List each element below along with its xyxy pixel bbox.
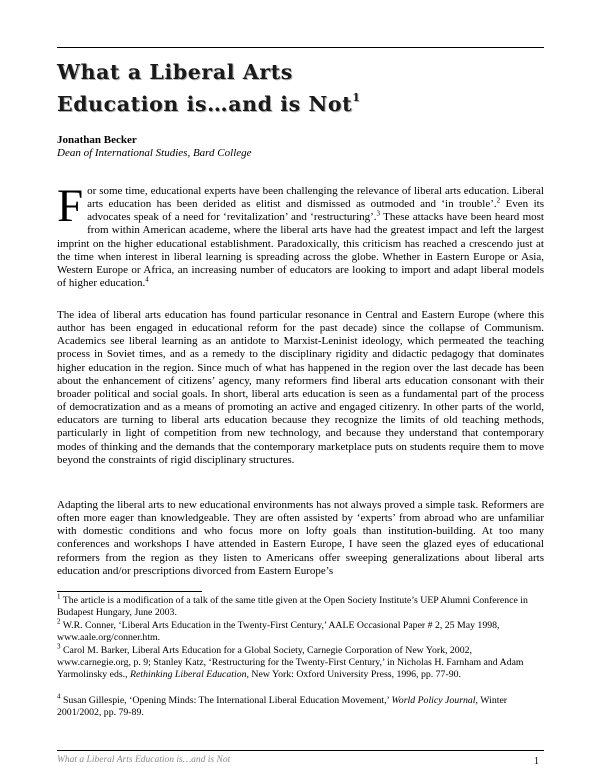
footnote-ref-2[interactable]: 2 bbox=[496, 196, 501, 205]
paragraph-1-text-c: These attacks have been heard most from within American academe, where the liberal arts have had the greatest impact and left the largest imprint on the higher educational establishment. Paradoxically, this criticism has reached a crescendo just at the time when interest in liberal learning is spreading across the globe. Whether in Eastern Europe or Asia, Western Europe or Africa, an increasing number of educators are looking to import and adapt liberal models of higher education. bbox=[57, 211, 544, 290]
footnote-1-text: The article is a modification of a talk of the same title given at the Open Society Institute’s UEP Alumni Conference in Budapest Hungary, June 2003. bbox=[57, 595, 528, 619]
footnote-4 bbox=[57, 692, 544, 719]
article-title bbox=[57, 58, 544, 118]
author-name: Jonathan Becker bbox=[57, 134, 137, 146]
footnote-4-journal-title: World Policy Journal, bbox=[391, 695, 478, 706]
footnote-1-number: 1 bbox=[57, 592, 61, 601]
paragraph-2: The idea of liberal arts education has found particular resonance in Central and Eastern Europe (where this author has been engaged in educational reform for the past decade) since the collapse of Communism. Academics see liberal learning as an antidote to Marxist-Leninist ideology, which permeated the teaching process in Soviet times, and as a remedy to the disciplinary rigidity and didactic pedagogy that dominates higher education in the region. Since much of what has happened in the region over the last decade has been about the enhancement of citizens’ agency, many reformers find liberal arts education consonant with their broader political and social goals. In short, liberal arts education is seen as a fundamental part of the process of democratization and as a means of promoting an active and engaged citizenry. In other parts of the world, educators are turning to liberal arts education because they recognize the limits of old teaching methods, particularly in light of competition from new technology, and because they understand that contemporary modes of thinking and the demands that the contemporary marketplace puts on students require them to move beyond the constraints of rigid disciplinary structures. bbox=[57, 309, 544, 466]
running-footer-title: What a Liberal Arts Education is…and is Not bbox=[57, 755, 231, 765]
page-number: 1 bbox=[534, 756, 539, 767]
author-affiliation: Dean of International Studies, Bard College bbox=[57, 147, 252, 159]
paragraph-1 bbox=[57, 180, 544, 290]
footnote-3-text-b: New York: Oxford University Press, 1996, pp. 77-90. bbox=[248, 669, 461, 681]
drop-cap: F bbox=[57, 180, 84, 232]
footnote-ref-4[interactable]: 4 bbox=[145, 275, 149, 284]
footnote-3 bbox=[57, 642, 544, 681]
paragraph-1-text-a: or some time, educational experts have been challenging the relevance of liberal arts education. Liberal arts education has been derided as elitist and dismissed as outmoded and ‘in trouble’. bbox=[87, 185, 544, 211]
footnote-2-number: 2 bbox=[57, 617, 61, 626]
title-line-2: Education is…and is Not bbox=[57, 91, 353, 116]
title-line-1: What a Liberal Arts bbox=[57, 60, 293, 84]
footnote-2 bbox=[57, 617, 544, 644]
paragraph-3: Adapting the liberal arts to new educational environments has not always proved a simple task. Reformers are often more eager than knowledgeable. They are often assisted by ‘experts’ from abroad who are unfamiliar with domestic conditions and who focus more on lofty goals than institution-building. At too many conferences and workshops I have attended in Eastern Europe, I have seen the glazed eyes of educational reformers from the region as they listen to Americans offer sweeping generalizations about liberal arts education and/or prescriptions divorced from Eastern Europe’s bbox=[57, 499, 544, 577]
footnote-4-number: 4 bbox=[57, 692, 61, 701]
footnote-3-book-title: Rethinking Liberal Education, bbox=[130, 669, 249, 681]
footnote-1 bbox=[57, 592, 544, 619]
footnote-4-text-a: Susan Gillespie, ‘Opening Minds: The International Liberal Education Movement,’ bbox=[60, 695, 392, 706]
footnote-2-text: W.R. Conner, ‘Liberal Arts Education in the Twenty-First Century,’ AALE Occasional Paper # 2, 25 May 1998, www.aale.org/conner.htm. bbox=[57, 620, 500, 644]
footer-rule bbox=[57, 750, 544, 751]
footnote-3-number: 3 bbox=[57, 642, 61, 651]
footnote-4-text-b: Winter 2001/2002, pp. 79-89. bbox=[57, 695, 508, 719]
paragraph-1-text-b: Even its advocates speak of a need for ‘revitalization’ and ‘restructuring’. bbox=[87, 198, 544, 224]
footnote-3-text-a: Carol M. Barker, Liberal Arts Education for a Global Society, Carnegie Corporation of New York, 2002, www.carnegie.org, p. 9; Stanley Katz, ‘Restructuring for the Twenty-First Century,’ in Nicholas H. Farnham and Adam Yarmolinsky eds., bbox=[57, 645, 524, 681]
footnote-separator bbox=[57, 591, 202, 592]
footnote-ref-3[interactable]: 3 bbox=[376, 209, 381, 218]
title-footnote-ref[interactable]: 1 bbox=[352, 91, 361, 104]
top-rule bbox=[57, 47, 544, 48]
